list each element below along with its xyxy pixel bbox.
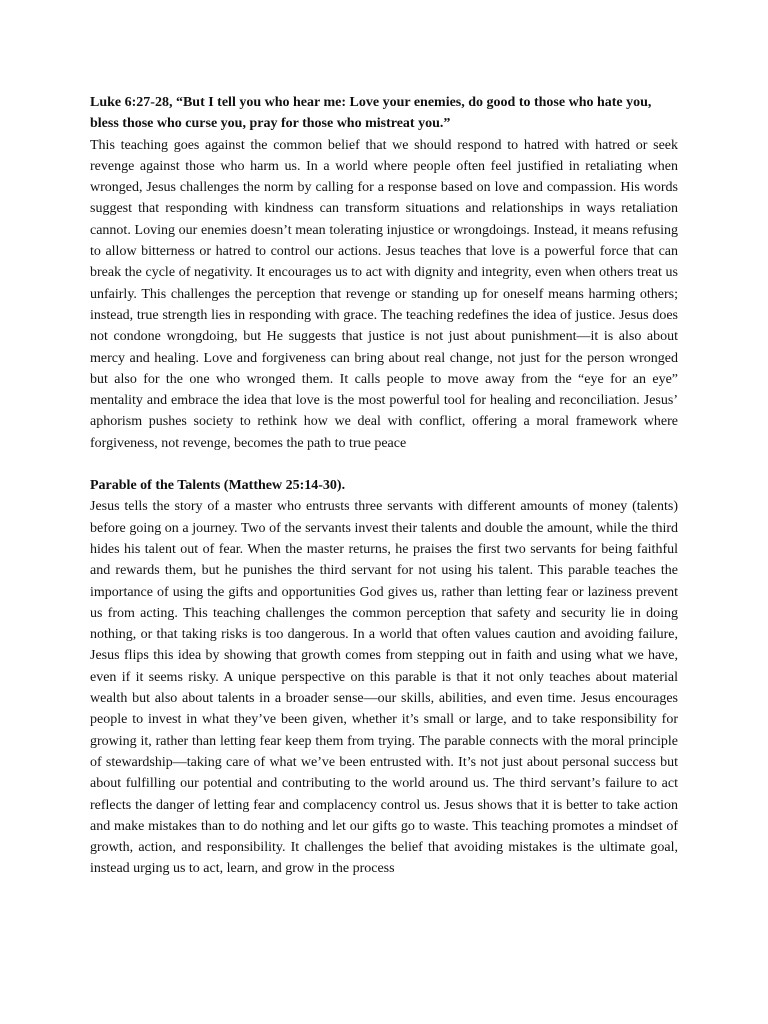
- document-page: [90, 92, 678, 880]
- section-body: Jesus tells the story of a master who entrusts three servants with different amounts of money (talents) before going on a journey. Two of the servants invest their talents and double the amount, while the third hides his talent out of fear. When the master returns, he praises the first two servants for being faithful and rewards them, but he punishes the third servant for not using his talent. This parable teaches the importance of using the gifts and opportunities God gives us, rather than letting fear or laziness prevent us from acting. This teaching challenges the common perception that safety and security lie in doing nothing, or that taking risks is too dangerous. In a world that often values caution and avoiding failure, Jesus flips this idea by showing that growth comes from stepping out in faith and using what we have, even if it seems risky. A unique perspective on this parable is that it not only teaches about material wealth but also about talents in a broader sense—our skills, abilities, and even time. Jesus encourages people to invest in what they’ve been given, whether it’s small or large, and to take responsibility for growing it, rather than letting fear keep them from trying. The parable connects with the moral principle of stewardship—taking care of what we’ve been entrusted with. It’s not just about personal success but about fulfilling our potential and contributing to the world around us. The third servant’s failure to act reflects the danger of letting fear and complacency control us. Jesus shows that it is better to take action and make mistakes than to do nothing and let our gifts go to waste. This teaching promotes a mindset of growth, action, and responsibility. It challenges the belief that avoiding mistakes is the ultimate goal, instead urging us to act, learn, and grow in the process: [90, 499, 678, 877]
- section-luke-teaching: [90, 92, 678, 454]
- section-parable-talents: [90, 475, 678, 880]
- section-heading: Luke 6:27-28, “But I tell you who hear me: Love your enemies, do good to those who hate you, bless those who curse you, pray for those who mistreat you.”: [90, 95, 652, 132]
- section-heading: Parable of the Talents (Matthew 25:14-30).: [90, 478, 346, 494]
- section-body: This teaching goes against the common belief that we should respond to hatred with hatred or seek revenge against those who harm us. In a world where people often feel justified in retaliating when wronged, Jesus challenges the norm by calling for a response based on love and compassion. His words suggest that responding with kindness can transform situations and relationships in ways retaliation cannot. Loving our enemies doesn’t mean tolerating injustice or wrongdoings. Instead, it means refusing to allow bitterness or hatred to control our actions. Jesus teaches that love is a powerful force that can break the cycle of negativity. It encourages us to act with dignity and integrity, even when others treat us unfairly. This challenges the perception that revenge or standing up for oneself means harming others; instead, true strength lies in responding with grace. The teaching redefines the idea of justice. Jesus does not condone wrongdoing, but He suggests that justice is not just about punishment—it is also about mercy and healing. Love and forgiveness can bring about real change, not just for the person wronged but also for the one who wronged them. It calls people to move away from the “eye for an eye” mentality and embrace the idea that love is the most powerful tool for healing and reconciliation. Jesus’ aphorism pushes society to rethink how we deal with conflict, offering a moral framework where forgiveness, not revenge, becomes the path to true peace: [90, 137, 678, 451]
